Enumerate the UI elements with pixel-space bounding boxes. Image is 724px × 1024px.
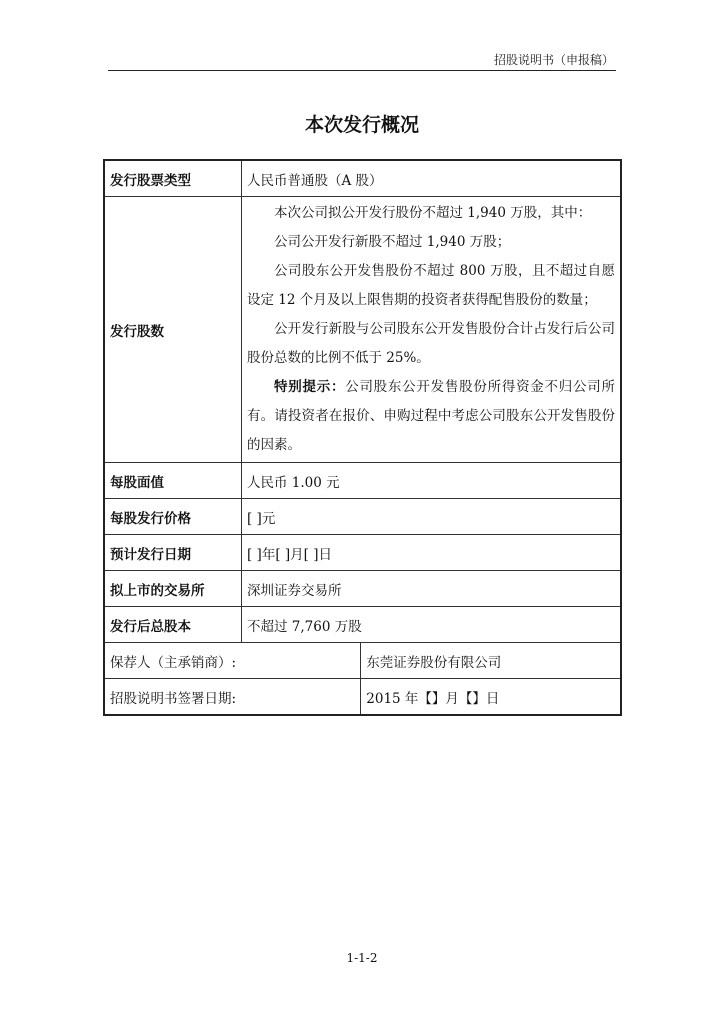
paragraph: 公司公开发行新股不超过 1,940 万股； [274,234,511,250]
table-row [104,571,621,607]
table-row [104,499,621,535]
row-value [242,197,622,463]
row-label: 拟上市的交易所 [104,571,242,607]
page-number: 1-1-2 [346,951,378,965]
row-label: 保荐人（主承销商）: [104,643,361,679]
special-note-text: 公司股东公开发售股份所得资金不归公司所有。请投资者在报价、申购过程中考虑公司股东公开发售股份的因素。 [247,379,616,453]
paragraph [247,373,615,460]
row-value: [ ]年[ ]月[ ]日 [242,535,622,571]
table-row [104,463,621,499]
special-note-label: 特别提示： [274,379,346,395]
offering-summary-table [103,159,622,716]
row-value: [ ]元 [242,499,622,535]
row-label: 每股面值 [104,463,242,499]
row-label: 每股发行价格 [104,499,242,535]
paragraph: 公开发行新股与公司股东公开发售股份合计占发行后公司股份总数的比例不低于 25%。 [247,321,615,366]
row-label: 发行股票类型 [104,160,242,197]
row-value: 东莞证券股份有限公司 [361,643,621,679]
table-row [104,679,621,716]
row-value: 不超过 7,760 万股 [242,607,622,643]
row-value: 人民币 1.00 元 [242,463,622,499]
table-row [104,643,621,679]
table-row [104,160,621,197]
table-row [104,197,621,463]
row-label: 发行后总股本 [104,607,242,643]
row-label: 招股说明书签署日期: [104,679,361,716]
paragraph: 本次公司拟公开发行股份不超过 1,940 万股，其中： [274,205,592,221]
running-title: 招股说明书（申报稿） [493,53,614,67]
row-label: 预计发行日期 [104,535,242,571]
table-row [104,535,621,571]
page-header [108,50,616,71]
paragraph: 公司股东公开发售股份不超过 800 万股，且不超过自愿设定 12 个月及以上限售期的投资者获得配售股份的数量； [247,263,615,308]
table-row [104,607,621,643]
page-title: 本次发行概况 [304,114,419,136]
row-label: 发行股数 [104,197,242,463]
row-value: 2015 年【】月【】日 [361,679,621,716]
row-value: 人民币普通股（A 股） [242,160,622,197]
row-value: 深圳证券交易所 [242,571,622,607]
